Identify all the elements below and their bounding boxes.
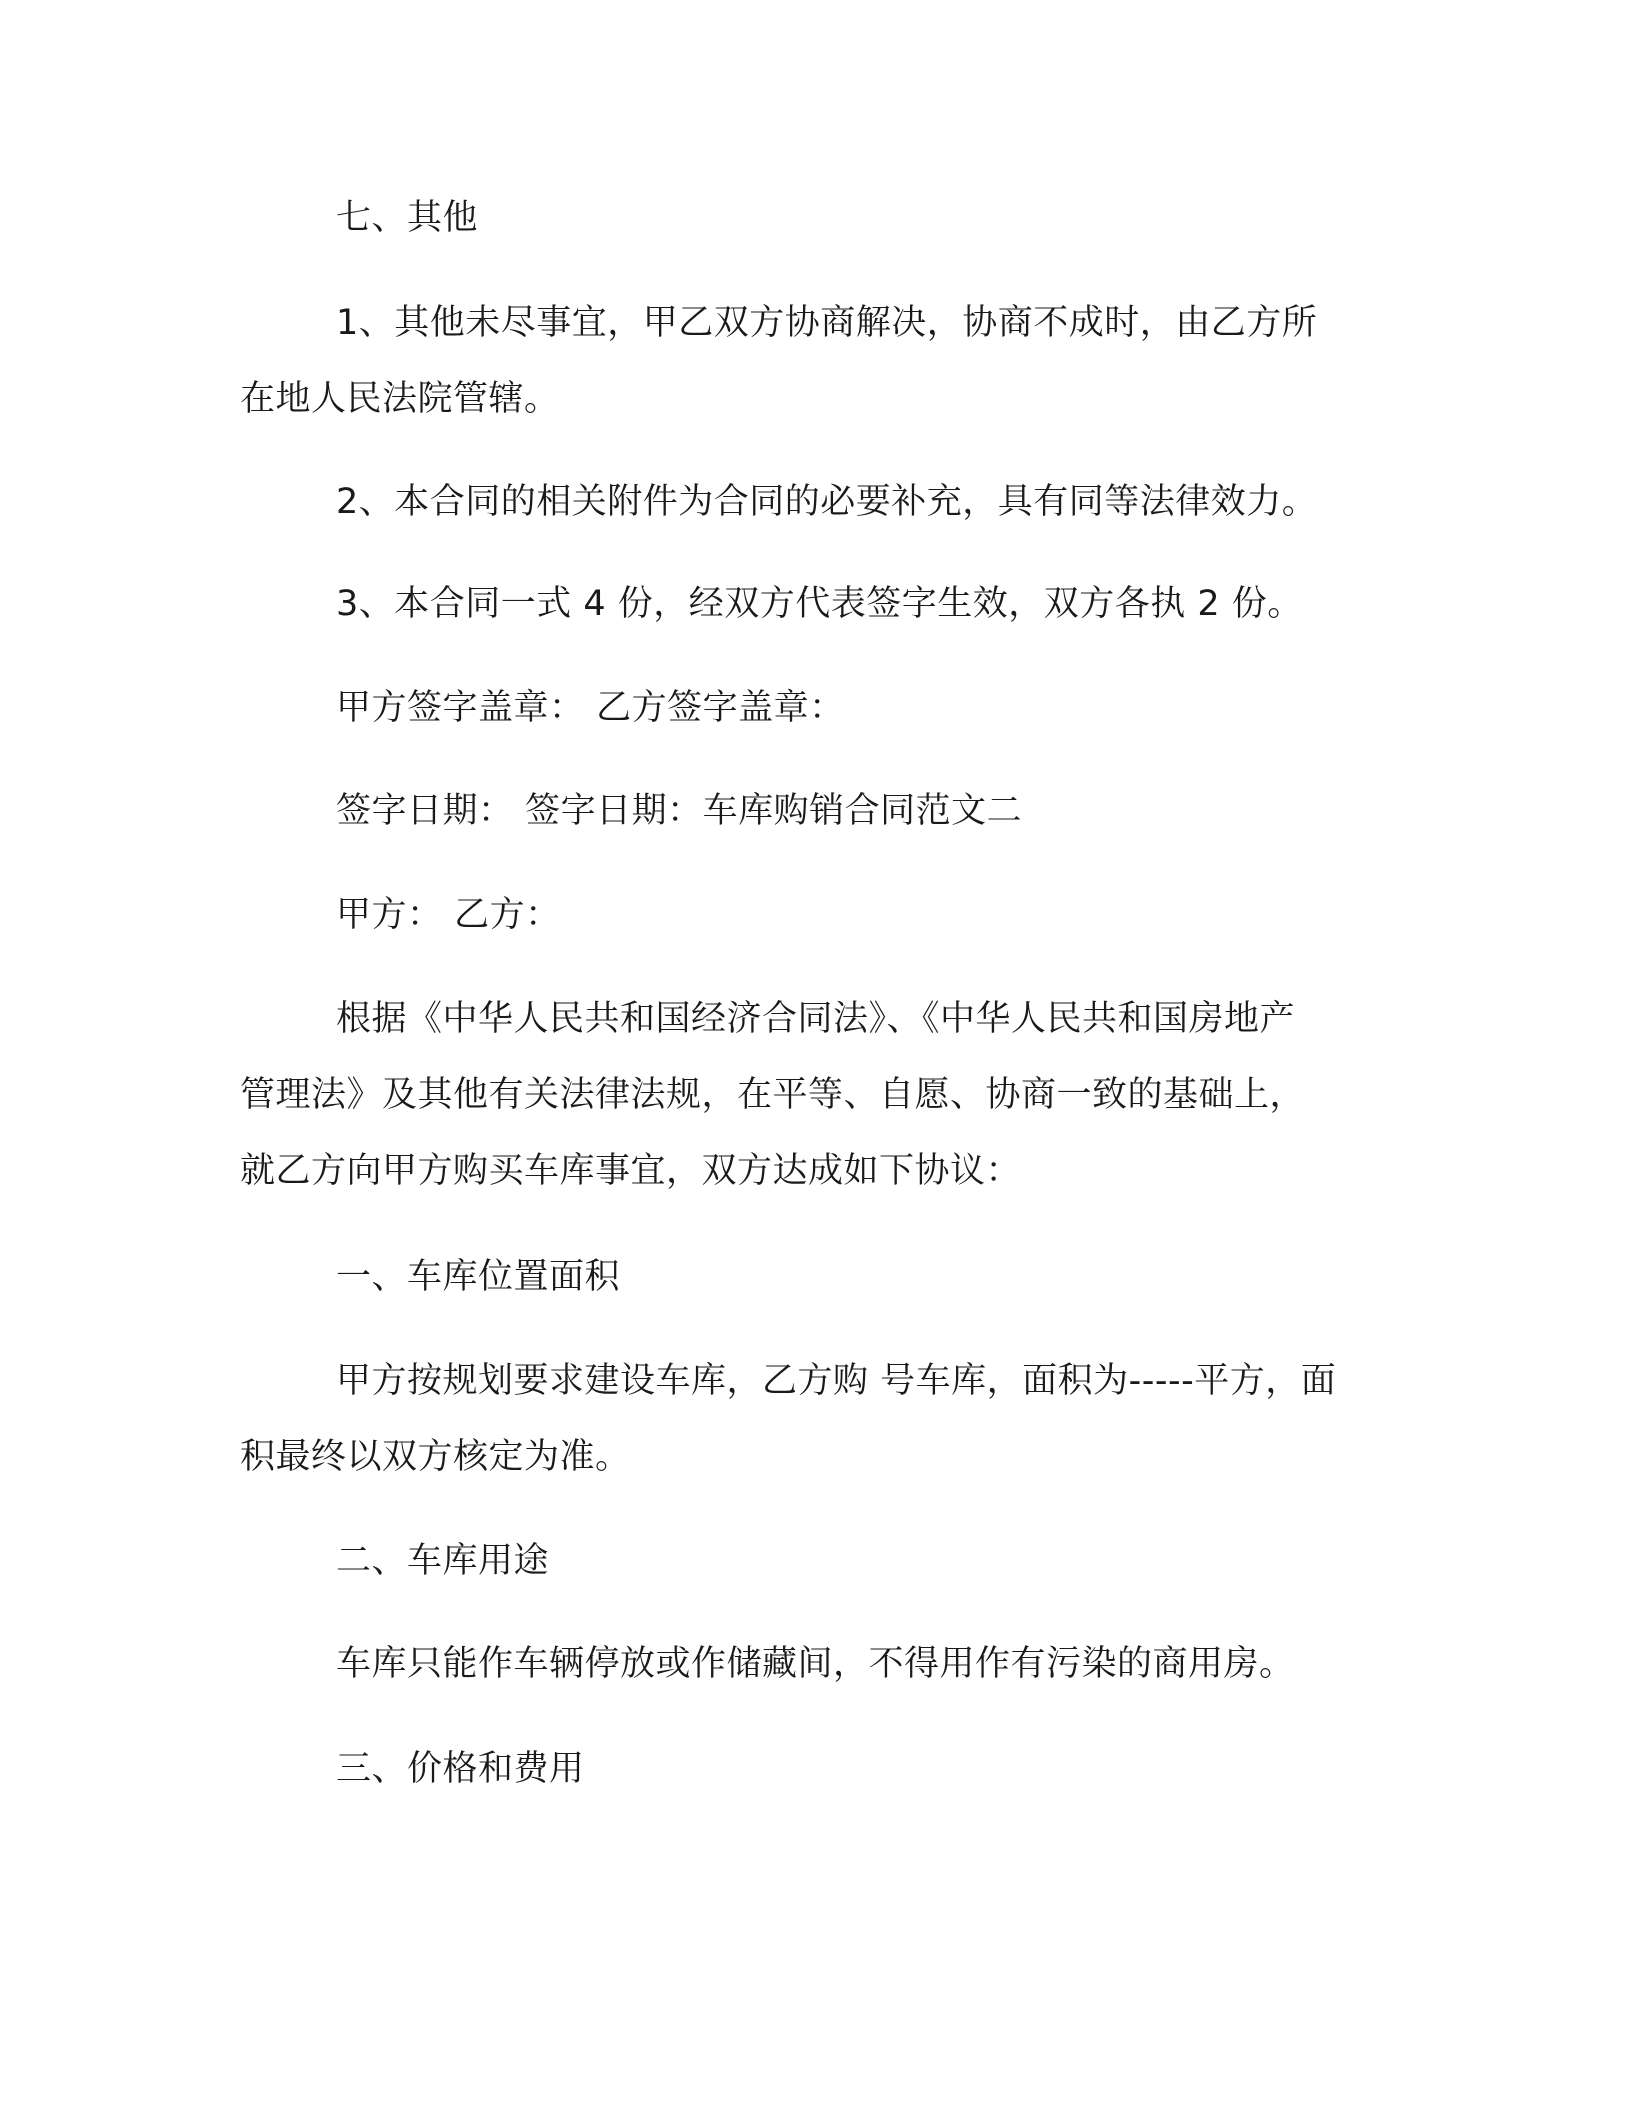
paragraph-line: 2、本合同的相关附件为合同的必要补充，具有同等法律效力。 bbox=[336, 482, 1318, 522]
signature-date-line: 签字日期： 签字日期：车库购销合同范文二 bbox=[336, 791, 1023, 831]
section-heading-other: 七、其他 bbox=[336, 198, 479, 238]
paragraph-line: 甲方按规划要求建设车库，乙方购 号车库，面积为-----平方，面 bbox=[336, 1361, 1337, 1401]
paragraph-line: 车库只能作车辆停放或作储藏间，不得用作有污染的商用房。 bbox=[336, 1644, 1295, 1684]
section-heading: 三、价格和费用 bbox=[336, 1749, 585, 1789]
paragraph-line: 管理法》及其他有关法律法规，在平等、自愿、协商一致的基础上， bbox=[240, 1075, 1306, 1115]
paragraph-line: 3、本合同一式 4 份，经双方代表签字生效，双方各执 2 份。 bbox=[336, 584, 1303, 624]
signature-line: 甲方签字盖章： 乙方签字盖章： bbox=[336, 688, 845, 728]
paragraph-line: 1、其他未尽事宜，甲乙双方协商解决，协商不成时，由乙方所 bbox=[336, 303, 1318, 343]
section-heading: 二、车库用途 bbox=[336, 1541, 550, 1581]
paragraph-line: 根据《中华人民共和国经济合同法》、《中华人民共和国房地产 bbox=[336, 999, 1296, 1039]
party-line: 甲方： 乙方： bbox=[336, 895, 561, 935]
paragraph-line: 就乙方向甲方购买车库事宜，双方达成如下协议： bbox=[240, 1151, 1022, 1191]
paragraph-line: 在地人民法院管辖。 bbox=[240, 379, 560, 419]
section-heading: 一、车库位置面积 bbox=[336, 1257, 621, 1297]
paragraph-line: 积最终以双方核定为准。 bbox=[240, 1437, 631, 1477]
